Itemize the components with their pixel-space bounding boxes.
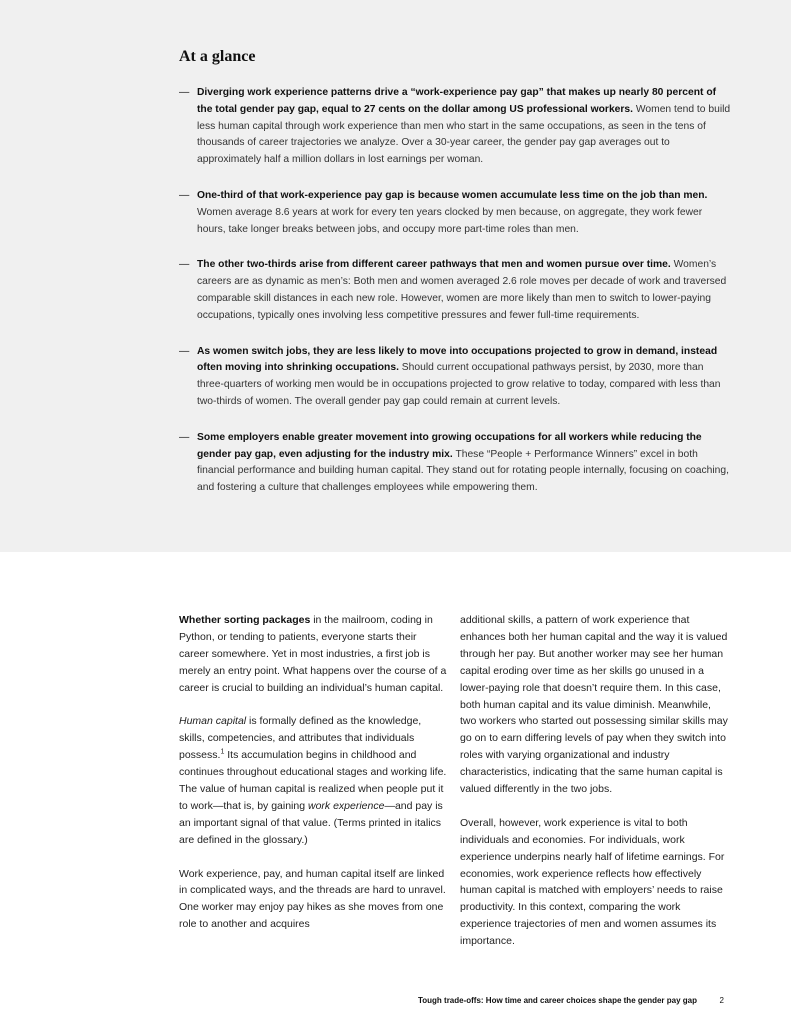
dash-marker: —: [179, 345, 190, 357]
at-a-glance-heading: At a glance: [179, 48, 256, 65]
dash-marker: —: [179, 259, 190, 271]
key-finding-item: [179, 188, 731, 238]
finding-text: These “People + Performance Winners” excel in both financial performance and building human capital. They stand out for rotating people internally, focusing on coaching, and fostering a culture that challenges employees while empowering them.: [197, 448, 729, 494]
body-column-right: [460, 612, 730, 950]
body-paragraph: additional skills, a pattern of work experience that enhances both her human capital and the way it is valued through her pay. But another worker may see her human capital eroding over time as her skills go unused in a lower-paying role that doesn’t require them. In this case, both human capital and its value diminish. Meanwhile, two workers who started out possessing similar skills may go on to earn differing levels of pay when they switch into roles with varying organizational and industry characteristics, indicating that the same human capital is valued differently in the two jobs.: [460, 614, 728, 796]
finding-lead: The other two-thirds arise from different career pathways that men and women pursue over time.: [197, 259, 671, 271]
finding-text: Women tend to build less human capital through work experience than men who start in the same occupations, as seen in the tens of thousands of career trajectories we analyze. Over a 30-year career, the gender pay gap averages out to approximately half a million dollars in lost earnings per woman.: [197, 103, 731, 166]
glossary-term: Human capital: [179, 715, 247, 728]
finding-lead: One-third of that work-experience pay gap is because women accumulate less time on the job than men.: [197, 189, 708, 201]
finding-text: Women’s careers are as dynamic as men’s: Both men and women averaged 2.6 role moves per decade of work and traversed comparable skill distances in each new role. However, women are more likely than men to switch to lower-paying occupations, typically ones involving less competitive pressures and fewer full-time requirements.: [197, 259, 727, 321]
dash-marker: —: [179, 189, 190, 201]
body-paragraph: Work experience, pay, and human capital itself are linked in complicated ways, and the threads are hard to unravel. One worker may enjoy pay hikes as she moves from one role to another and acquires: [179, 867, 446, 931]
body-paragraph: Whether sorting packages in the mailroom, coding in Python, or tending to patients, everyone starts their career somewhere. Yet in most industries, a first job is merely an entry point. What happens over the course of a career is crucial to building an individual’s human capital.: [179, 614, 447, 694]
finding-lead: Some employers enable greater movement into growing occupations for all workers while reducing the gender pay gap, even adjusting for the industry mix.: [197, 431, 702, 460]
key-finding-item: [179, 257, 731, 324]
dash-marker: —: [179, 87, 190, 98]
key-finding-item: [179, 344, 731, 411]
finding-text: Should current occupational pathways persist, by 2030, more than three-quarters of working men would be in occupations projected to grow relative to today, compared with less than two-thirds of women. The overall gender pay gap could remain at current levels.: [197, 362, 721, 407]
paragraph-lead: Whether sorting packages: [179, 614, 311, 626]
dash-marker: —: [179, 431, 190, 443]
finding-text: Women average 8.6 years at work for every ten years clocked by men because, on aggregate, they work fewer hours, take longer breaks between jobs, and occupy more part-time roles than men.: [197, 206, 703, 235]
body-paragraph: Overall, however, work experience is vital to both individuals and economies. For individuals, work experience underpins nearly half of lifetime earnings. For economies, work experience reflects how effectively human capital is matched with employers’ needs to raise productivity. In this context, comparing the work experience trajectories of men and women assumes its importance.: [460, 816, 725, 948]
body-column-left: [179, 612, 449, 933]
finding-lead: As women switch jobs, they are less likely to move into occupations projected to grow in demand, instead often moving into shrinking occupations.: [197, 345, 718, 374]
key-finding-item: [179, 85, 731, 169]
footnote-marker: 1: [220, 748, 225, 756]
page-number: 2: [719, 996, 724, 1005]
finding-lead: Diverging work experience patterns drive a “work-experience pay gap” that makes up nearly 80 percent of the total gender pay gap, equal to 27 cents on the dollar among US professional workers.: [197, 87, 717, 115]
glossary-term: work experience: [307, 799, 385, 812]
key-findings-list: [179, 85, 731, 516]
footer-report-title: Tough trade-offs: How time and career choices shape the gender pay gap: [417, 996, 697, 1005]
key-finding-item: [179, 430, 731, 497]
body-paragraph: Human capital is formally defined as the knowledge, skills, competencies, and attributes that individuals possess.$^1$ Its accumulation begins in childhood and continues throughout educational stages and working life. The value of human capital is realized when people put it to work—that is, by gaining work experience—and pay is an important signal of that value. (Terms printed in italics are defined in the glossary.): [179, 715, 447, 846]
